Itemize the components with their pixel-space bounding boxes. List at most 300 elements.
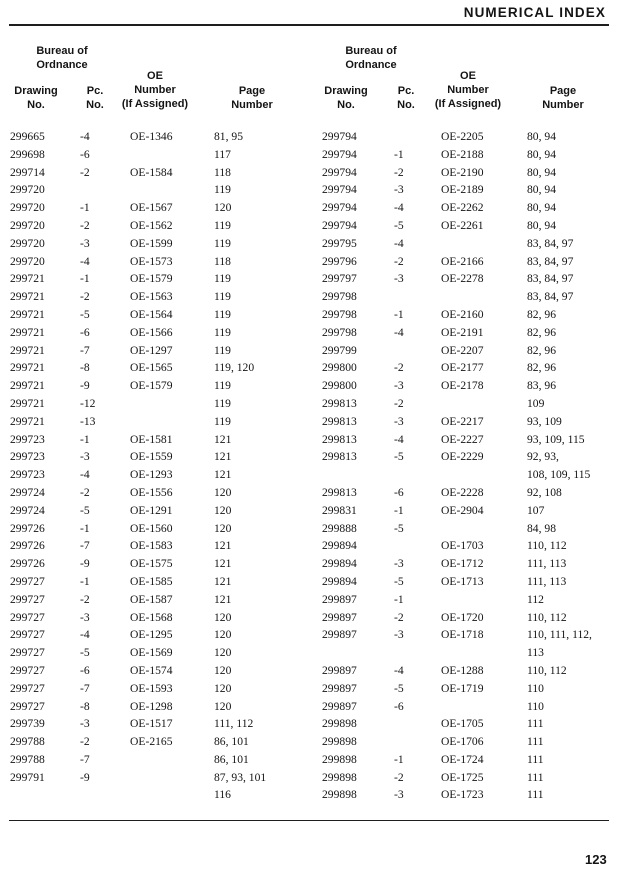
oe-number: OE-1556	[130, 485, 173, 499]
drawing-number: 299897	[322, 628, 357, 642]
oe-number: OE-2178	[441, 379, 484, 393]
page-reference: 119	[214, 183, 231, 197]
oe-number: OE-1346	[130, 130, 173, 143]
page-reference: 111	[527, 735, 544, 749]
page-reference: 107	[527, 503, 545, 517]
page-reference: 119	[214, 325, 231, 339]
piece-number: -3	[394, 628, 404, 642]
header-drawing-left	[10, 84, 62, 112]
piece-number: -3	[80, 450, 90, 464]
page-reference: 80, 94	[527, 218, 556, 232]
oe-number: OE-1563	[130, 290, 173, 304]
oe-number: OE-1706	[441, 735, 484, 749]
drawing-number: 299894	[322, 539, 357, 553]
piece-number: -5	[394, 450, 404, 464]
drawing-number: 299721	[10, 272, 45, 286]
page-reference: 120	[214, 521, 232, 535]
page-reference: 120	[214, 201, 232, 215]
drawing-number: 299800	[322, 379, 357, 393]
oe-number: OE-1517	[130, 717, 173, 731]
oe-number: OE-1559	[130, 450, 173, 464]
oe-number: OE-1724	[441, 752, 484, 766]
oe-number: OE-1705	[441, 717, 484, 731]
page-reference: 118	[214, 165, 231, 179]
piece-number: -4	[394, 325, 404, 339]
drawing-number: 299727	[10, 574, 45, 588]
piece-number: -1	[394, 147, 404, 161]
page-reference: 111	[527, 770, 544, 784]
page-reference: 120	[214, 646, 232, 660]
page-reference: 92, 108	[527, 485, 562, 499]
header-bureau-left	[32, 44, 92, 72]
piece-number: -1	[80, 432, 90, 446]
drawing-number: 299727	[10, 699, 45, 713]
drawing-number: 299794	[322, 183, 357, 197]
drawing-number: 299898	[322, 788, 357, 802]
piece-number: -5	[394, 574, 404, 588]
drawing-number: 299721	[10, 361, 45, 375]
oe-number: OE-1298	[130, 699, 173, 713]
piece-number: -3	[394, 414, 404, 428]
top-rule	[9, 24, 609, 26]
piece-number: -6	[80, 325, 90, 339]
oe-number: OE-1585	[130, 574, 173, 588]
drawing-number: 299791	[10, 770, 45, 784]
oe-number: OE-2904	[441, 503, 484, 517]
oe-number: OE-1566	[130, 325, 173, 339]
page-reference: 80, 94	[527, 165, 556, 179]
page-number: 123	[585, 852, 607, 867]
piece-number: -1	[394, 752, 404, 766]
oe-number: OE-1293	[130, 468, 173, 482]
header-pc-right	[393, 84, 419, 112]
drawing-number: 299720	[10, 218, 45, 232]
drawing-number: 299799	[322, 343, 357, 357]
piece-number: -9	[80, 770, 90, 784]
page-reference: 121	[214, 468, 232, 482]
page-reference: 86, 101	[214, 735, 249, 749]
oe-number: OE-2205	[441, 130, 484, 143]
drawing-number: 299723	[10, 432, 45, 446]
page-reference: 83, 84, 97	[527, 236, 574, 250]
drawing-number: 299724	[10, 485, 45, 499]
piece-number: -4	[80, 130, 90, 143]
oe-number: OE-2166	[441, 254, 484, 268]
page-reference: 83, 84, 97	[527, 290, 574, 304]
page-reference: 111, 113	[527, 557, 567, 571]
drawing-number: 299727	[10, 610, 45, 624]
piece-number: -2	[394, 396, 404, 410]
page-reference: 119	[214, 272, 231, 286]
oe-number: OE-2189	[441, 183, 484, 197]
piece-number: -3	[80, 610, 90, 624]
page-title: NUMERICAL INDEX	[463, 5, 606, 20]
header-bureau-label: Bureau of Ordnance	[345, 45, 397, 71]
oe-number: OE-2261	[441, 218, 484, 232]
page-reference: 93, 109	[527, 414, 562, 428]
page-reference: 82, 96	[527, 343, 556, 357]
drawing-number: 299898	[322, 770, 357, 784]
drawing-number: 299897	[322, 610, 357, 624]
drawing-number: 299721	[10, 290, 45, 304]
piece-number: -2	[80, 592, 90, 606]
piece-number: -12	[80, 396, 96, 410]
drawing-number: 299813	[322, 396, 357, 410]
drawing-number: 299726	[10, 539, 45, 553]
oe-number: OE-1574	[130, 663, 173, 677]
page-reference: 119	[214, 218, 231, 232]
header-pc-label: Pc. No.	[86, 85, 104, 111]
page-reference: 120	[214, 503, 232, 517]
piece-number: -5	[80, 307, 90, 321]
header-drawing-right	[320, 84, 372, 112]
page-reference: 119	[214, 236, 231, 250]
header-page-left	[222, 84, 282, 112]
drawing-number: 299888	[322, 521, 357, 535]
piece-number: -2	[80, 485, 90, 499]
piece-number: -3	[80, 236, 90, 250]
drawing-number: 299813	[322, 450, 357, 464]
oe-number: OE-2177	[441, 361, 484, 375]
page-reference: 111	[527, 717, 544, 731]
header-oe-label: OE Number (If Assigned)	[121, 70, 189, 110]
drawing-number: 299797	[322, 272, 357, 286]
piece-number: -2	[394, 254, 404, 268]
piece-number: -1	[394, 307, 404, 321]
drawing-number: 299739	[10, 717, 45, 731]
page-reference: 116	[214, 788, 231, 802]
piece-number: -1	[394, 592, 404, 606]
header-bureau-label: Bureau of Ordnance	[36, 45, 88, 71]
page-reference: 118	[214, 254, 231, 268]
piece-number: -5	[394, 218, 404, 232]
piece-number: -4	[394, 236, 404, 250]
page-reference: 112	[527, 592, 544, 606]
page-reference: 121	[214, 539, 232, 553]
page-reference: 120	[214, 663, 232, 677]
page-reference: 80, 94	[527, 147, 556, 161]
header-page-right	[533, 84, 593, 112]
page-reference: 111	[527, 788, 544, 802]
oe-number: OE-1568	[130, 610, 173, 624]
piece-number: -2	[80, 218, 90, 232]
header-bureau-right	[340, 44, 402, 72]
page-reference: 80, 94	[527, 183, 556, 197]
header-oe-left	[112, 69, 198, 111]
piece-number: -2	[394, 165, 404, 179]
header-pc-label: Pc. No.	[397, 85, 415, 111]
drawing-number: 299813	[322, 414, 357, 428]
piece-number: -3	[394, 557, 404, 571]
drawing-number: 299720	[10, 183, 45, 197]
drawing-number: 299727	[10, 663, 45, 677]
page-reference: 87, 93, 101	[214, 770, 267, 784]
piece-number: -6	[80, 147, 90, 161]
oe-number: OE-2217	[441, 414, 484, 428]
piece-number: -3	[394, 379, 404, 393]
drawing-number: 299794	[322, 165, 357, 179]
oe-number: OE-2191	[441, 325, 484, 339]
drawing-number: 299796	[322, 254, 357, 268]
piece-number: -4	[394, 663, 404, 677]
oe-number: OE-1565	[130, 361, 173, 375]
page-reference: 110	[527, 699, 544, 713]
piece-number: -6	[394, 485, 404, 499]
page-reference: 121	[214, 557, 232, 571]
drawing-number: 299897	[322, 592, 357, 606]
oe-number: OE-1567	[130, 201, 173, 215]
page-reference: 109	[527, 396, 545, 410]
bottom-rule	[9, 820, 609, 821]
page-reference: 117	[214, 147, 231, 161]
drawing-number: 299726	[10, 557, 45, 571]
page-reference: 119	[214, 307, 231, 321]
piece-number: -4	[80, 628, 90, 642]
page-reference: 110, 112	[527, 539, 567, 553]
drawing-number: 299788	[10, 752, 45, 766]
piece-number: -6	[394, 699, 404, 713]
oe-number: OE-1573	[130, 254, 173, 268]
page-reference: 86, 101	[214, 752, 249, 766]
oe-number: OE-2207	[441, 343, 484, 357]
piece-number: -7	[80, 539, 90, 553]
piece-number: -9	[80, 557, 90, 571]
oe-number: OE-1584	[130, 165, 173, 179]
oe-number: OE-1575	[130, 557, 173, 571]
header-drawing-label: Drawing No.	[14, 85, 58, 111]
drawing-number: 299698	[10, 147, 45, 161]
piece-number: -3	[80, 717, 90, 731]
page-reference: 93, 109, 115	[527, 432, 585, 446]
oe-number: OE-1560	[130, 521, 173, 535]
oe-number: OE-2228	[441, 485, 484, 499]
piece-number: -5	[80, 646, 90, 660]
oe-number: OE-1581	[130, 432, 173, 446]
drawing-number: 299726	[10, 521, 45, 535]
page-reference: 119	[214, 396, 231, 410]
page-reference: 83, 96	[527, 379, 556, 393]
piece-number: -5	[80, 503, 90, 517]
header-oe-right	[425, 69, 511, 111]
page-reference: 119	[214, 343, 231, 357]
oe-number: OE-1579	[130, 379, 173, 393]
piece-number: -1	[80, 272, 90, 286]
oe-number: OE-1718	[441, 628, 484, 642]
page-reference: 113	[527, 646, 544, 660]
oe-number: OE-1713	[441, 574, 484, 588]
drawing-number: 299897	[322, 681, 357, 695]
page-reference: 119	[214, 379, 231, 393]
drawing-number: 299898	[322, 717, 357, 731]
oe-number: OE-2229	[441, 450, 484, 464]
piece-number: -9	[80, 379, 90, 393]
oe-number: OE-1288	[441, 663, 484, 677]
drawing-number: 299898	[322, 735, 357, 749]
header-page-label: Page Number	[231, 85, 273, 111]
drawing-number: 299720	[10, 201, 45, 215]
drawing-number: 299788	[10, 735, 45, 749]
oe-number: OE-1297	[130, 343, 173, 357]
oe-number: OE-1587	[130, 592, 173, 606]
drawing-number: 299721	[10, 414, 45, 428]
drawing-number: 299714	[10, 165, 45, 179]
drawing-number: 299727	[10, 592, 45, 606]
page-reference: 108, 109, 115	[527, 468, 591, 482]
piece-number: -2	[80, 165, 90, 179]
page-reference: 84, 98	[527, 521, 556, 535]
page-reference: 120	[214, 699, 232, 713]
page-reference: 111	[527, 752, 544, 766]
oe-number: OE-1291	[130, 503, 173, 517]
oe-number: OE-1593	[130, 681, 173, 695]
header-oe-label: OE Number (If Assigned)	[434, 70, 502, 110]
oe-number: OE-1599	[130, 236, 173, 250]
page-reference: 119, 120	[214, 361, 255, 375]
piece-number: -13	[80, 414, 96, 428]
drawing-number: 299894	[322, 557, 357, 571]
drawing-number: 299727	[10, 646, 45, 660]
page-reference: 82, 96	[527, 361, 556, 375]
oe-number: OE-1583	[130, 539, 173, 553]
header-pc-left	[82, 84, 108, 112]
oe-number: OE-1579	[130, 272, 173, 286]
page-reference: 119	[214, 414, 231, 428]
oe-number: OE-1562	[130, 218, 173, 232]
oe-number: OE-1703	[441, 539, 484, 553]
oe-number: OE-2262	[441, 201, 484, 215]
drawing-number: 299794	[322, 130, 357, 143]
page-reference: 92, 93,	[527, 450, 559, 464]
drawing-number: 299798	[322, 307, 357, 321]
piece-number: -4	[80, 254, 90, 268]
oe-number: OE-2190	[441, 165, 484, 179]
piece-number: -7	[80, 752, 90, 766]
drawing-number: 299723	[10, 468, 45, 482]
piece-number: -4	[394, 201, 404, 215]
drawing-number: 299721	[10, 396, 45, 410]
drawing-number: 299665	[10, 130, 45, 143]
oe-number: OE-1723	[441, 788, 484, 802]
page-reference: 83, 84, 97	[527, 272, 574, 286]
drawing-number: 299813	[322, 485, 357, 499]
piece-number: -5	[394, 521, 404, 535]
piece-number: -3	[394, 183, 404, 197]
page-reference: 110, 112	[527, 663, 567, 677]
piece-number: -7	[80, 343, 90, 357]
oe-number: OE-2278	[441, 272, 484, 286]
page-reference: 81, 95	[214, 130, 243, 143]
header-page-label: Page Number	[542, 85, 584, 111]
page-reference: 120	[214, 610, 232, 624]
oe-number: OE-1719	[441, 681, 484, 695]
drawing-number: 299794	[322, 201, 357, 215]
piece-number: -5	[394, 681, 404, 695]
piece-number: -1	[80, 574, 90, 588]
drawing-number: 299898	[322, 752, 357, 766]
piece-number: -2	[394, 770, 404, 784]
drawing-number: 299800	[322, 361, 357, 375]
drawing-number: 299720	[10, 254, 45, 268]
oe-number: OE-1569	[130, 646, 173, 660]
page-reference: 121	[214, 432, 232, 446]
oe-number: OE-2227	[441, 432, 484, 446]
oe-number: OE-2188	[441, 147, 484, 161]
header-drawing-label: Drawing No.	[324, 85, 368, 111]
page-reference: 121	[214, 450, 232, 464]
drawing-number: 299721	[10, 379, 45, 393]
oe-number: OE-1725	[441, 770, 484, 784]
oe-number: OE-1295	[130, 628, 173, 642]
page-reference: 111, 113	[527, 574, 567, 588]
piece-number: -2	[394, 610, 404, 624]
drawing-number: 299897	[322, 663, 357, 677]
piece-number: -1	[80, 201, 90, 215]
oe-number: OE-1564	[130, 307, 173, 321]
page-reference: 111, 112	[214, 717, 254, 731]
piece-number: -8	[80, 361, 90, 375]
piece-number: -4	[394, 432, 404, 446]
piece-number: -1	[394, 503, 404, 517]
page-reference: 121	[214, 592, 232, 606]
drawing-number: 299721	[10, 307, 45, 321]
drawing-number: 299724	[10, 503, 45, 517]
piece-number: -3	[394, 788, 404, 802]
drawing-number: 299894	[322, 574, 357, 588]
page-reference: 121	[214, 574, 232, 588]
piece-number: -2	[80, 735, 90, 749]
drawing-number: 299794	[322, 218, 357, 232]
drawing-number: 299721	[10, 343, 45, 357]
piece-number: -3	[394, 272, 404, 286]
page-reference: 119	[214, 290, 231, 304]
drawing-number: 299795	[322, 236, 357, 250]
drawing-number: 299794	[322, 147, 357, 161]
page-reference: 120	[214, 681, 232, 695]
page-reference: 120	[214, 628, 232, 642]
drawing-number: 299727	[10, 681, 45, 695]
piece-number: -2	[80, 290, 90, 304]
page-reference: 110, 112	[527, 610, 567, 624]
drawing-number: 299720	[10, 236, 45, 250]
page-reference: 82, 96	[527, 325, 556, 339]
piece-number: -8	[80, 699, 90, 713]
page-reference: 82, 96	[527, 307, 556, 321]
drawing-number: 299813	[322, 432, 357, 446]
piece-number: -2	[394, 361, 404, 375]
page-reference: 110, 111, 112,	[527, 628, 592, 642]
drawing-number: 299798	[322, 325, 357, 339]
drawing-number: 299727	[10, 628, 45, 642]
oe-number: OE-1712	[441, 557, 484, 571]
piece-number: -6	[80, 663, 90, 677]
drawing-number: 299798	[322, 290, 357, 304]
drawing-number: 299897	[322, 699, 357, 713]
page-reference: 80, 94	[527, 201, 556, 215]
page-reference: 110	[527, 681, 544, 695]
page-reference: 120	[214, 485, 232, 499]
piece-number: -4	[80, 468, 90, 482]
oe-number: OE-2160	[441, 307, 484, 321]
oe-number: OE-2165	[130, 735, 173, 749]
oe-number: OE-1720	[441, 610, 484, 624]
page-reference: 80, 94	[527, 130, 556, 143]
drawing-number: 299831	[322, 503, 357, 517]
drawing-number: 299723	[10, 450, 45, 464]
page-reference: 83, 84, 97	[527, 254, 574, 268]
drawing-number: 299721	[10, 325, 45, 339]
piece-number: -1	[80, 521, 90, 535]
piece-number: -7	[80, 681, 90, 695]
